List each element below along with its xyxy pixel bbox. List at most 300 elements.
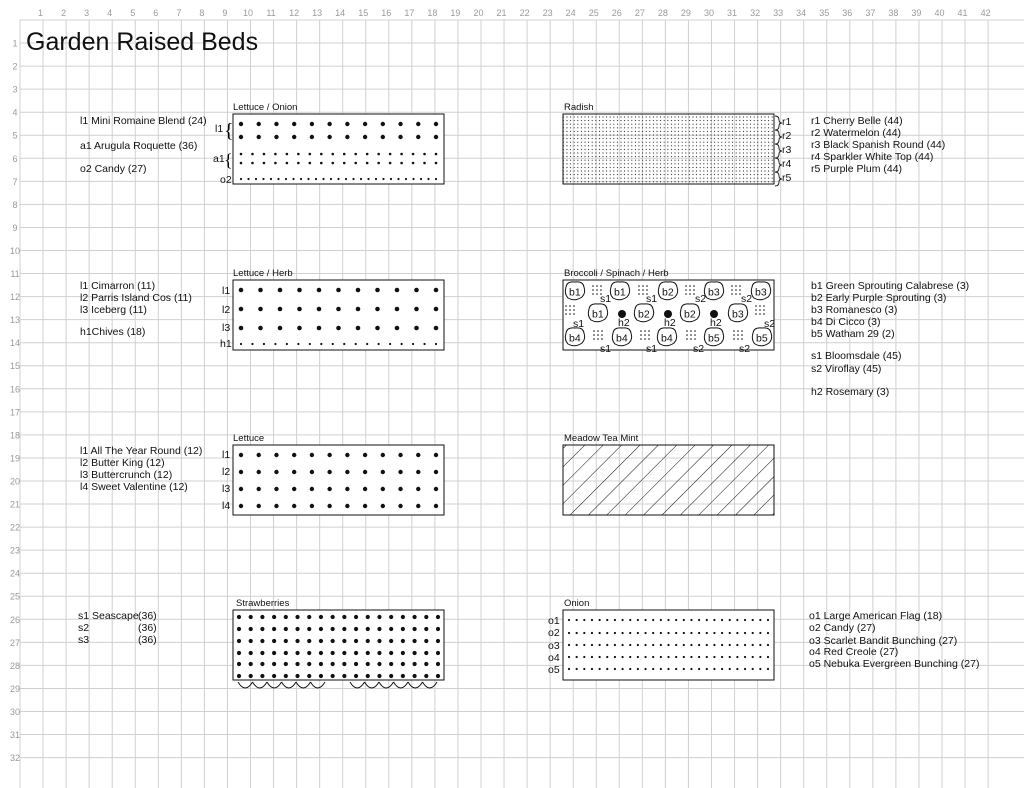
legend-item: o3 Scarlet Bandit Bunching (27) — [809, 635, 958, 647]
legend-item: r4 Sparkler White Top (44) — [811, 151, 934, 163]
plant-label: h2 — [618, 317, 630, 329]
bed-title: Lettuce — [233, 433, 265, 444]
plant-dot — [354, 162, 357, 165]
plant-dot — [576, 668, 578, 670]
legend-item: b1 Green Sprouting Calabrese (3) — [811, 280, 970, 292]
column-number: 30 — [703, 8, 714, 18]
plant-dot — [260, 615, 264, 619]
plant-dot — [401, 674, 405, 678]
plant-dot — [675, 644, 677, 646]
plant-dot — [435, 178, 437, 180]
row-label-r1: r1 — [782, 116, 792, 128]
plant-label: b5 — [708, 332, 720, 345]
plant-dot — [713, 632, 715, 634]
spinach-dot — [690, 334, 692, 336]
spinach-dot — [693, 289, 695, 291]
column-number: 35 — [819, 8, 830, 18]
plant-dot — [721, 644, 723, 646]
plant-label: b2 — [662, 286, 674, 299]
plant-dot — [412, 674, 416, 678]
plant-dot — [583, 644, 585, 646]
plant-dot — [381, 122, 385, 126]
plant-dot — [375, 178, 377, 180]
row-number: 23 — [9, 545, 21, 556]
plant-dot — [239, 326, 244, 331]
plant-dot — [363, 453, 367, 457]
legend-count: (36) — [138, 622, 157, 634]
plant-dot — [257, 122, 261, 126]
spinach-dot — [640, 330, 642, 332]
plant-dot — [286, 153, 289, 156]
spinach-dot — [689, 289, 691, 291]
plant-dot — [736, 632, 738, 634]
plant-dot — [331, 662, 335, 666]
plant-dot — [423, 162, 426, 165]
plant-dot — [317, 288, 322, 293]
plant-dot — [614, 668, 616, 670]
plant-dot — [295, 674, 299, 678]
broccoli-plant-icon — [680, 304, 699, 322]
column-number: 2 — [61, 8, 67, 18]
plant-dot — [713, 644, 715, 646]
plant-dot — [424, 615, 428, 619]
spinach-dot — [640, 338, 642, 340]
plant-dot — [576, 632, 578, 634]
plant-dot — [366, 343, 368, 345]
plant-dot — [690, 656, 692, 658]
plant-dot — [366, 162, 369, 165]
plant-dot — [239, 504, 243, 508]
plant-dot — [270, 178, 272, 180]
plant-dot — [583, 619, 585, 621]
plant-dot — [412, 639, 416, 643]
plant-dot — [759, 644, 761, 646]
plant-dot — [591, 632, 593, 634]
spinach-dot — [573, 313, 575, 315]
plant-dot — [568, 656, 570, 658]
plant-dot — [729, 632, 731, 634]
plant-dot — [698, 619, 700, 621]
spinach-dot — [597, 338, 599, 340]
plant-dot — [363, 504, 367, 508]
column-number: 10 — [242, 8, 253, 18]
row-label-r4: r4 — [782, 158, 792, 170]
plant-dot — [683, 668, 685, 670]
plant-dot — [759, 668, 761, 670]
spinach-dot — [592, 293, 594, 295]
plant-dot — [568, 632, 570, 634]
plant-dot — [667, 619, 669, 621]
plant-dot — [729, 644, 731, 646]
plant-dot — [366, 674, 370, 678]
row-number: 11 — [10, 269, 20, 280]
plant-dot — [381, 135, 385, 139]
plant-dot — [423, 153, 426, 156]
broccoli-plant-icon — [565, 282, 584, 300]
plant-dot — [331, 674, 335, 678]
plant-dot — [389, 627, 393, 631]
plant-dot — [398, 504, 402, 508]
row-number: 21 — [9, 499, 21, 510]
plant-dot — [363, 122, 367, 126]
plant-dot — [319, 662, 323, 666]
column-number: 7 — [176, 8, 182, 18]
plant-dot — [258, 288, 263, 293]
row-number: 27 — [9, 637, 21, 648]
plant-dot — [239, 307, 244, 312]
spinach-dot — [763, 305, 765, 307]
plant-label: b4 — [569, 332, 581, 345]
plant-dot — [257, 135, 261, 139]
plant-label: h2 — [710, 317, 722, 329]
plant-dot — [389, 651, 393, 655]
plant-dot — [424, 651, 428, 655]
plant-dot — [260, 639, 264, 643]
plant-dot — [423, 343, 425, 345]
row-number: 15 — [9, 361, 21, 372]
plant-dot — [343, 162, 346, 165]
plant-dot — [698, 656, 700, 658]
plant-dot — [652, 619, 654, 621]
spinach-dot — [693, 285, 695, 287]
plant-dot — [345, 470, 349, 474]
row-number: 30 — [9, 706, 21, 717]
broccoli-plant-icon — [751, 282, 770, 300]
plant-dot — [336, 326, 341, 331]
plant-dot — [363, 135, 367, 139]
plant-dot — [614, 632, 616, 634]
plant-dot — [767, 644, 769, 646]
plant-dot — [576, 619, 578, 621]
plant-dot — [675, 656, 677, 658]
runner-arc — [365, 682, 380, 688]
row-number: 3 — [12, 84, 18, 95]
plant-dot — [284, 627, 288, 631]
plant-label: s1 — [600, 343, 612, 355]
plant-dot — [713, 668, 715, 670]
plant-dot — [342, 639, 346, 643]
plant-dot — [389, 662, 393, 666]
plant-dot — [629, 619, 631, 621]
spinach-dot — [644, 330, 646, 332]
plant-dot — [381, 470, 385, 474]
spinach-dot — [686, 330, 688, 332]
plant-dot — [319, 639, 323, 643]
plant-dot — [416, 504, 420, 508]
spinach-dot — [755, 313, 757, 315]
legend-item: o2 Candy (27) — [80, 163, 147, 175]
plant-dot — [251, 162, 254, 165]
bed-title: Broccoli / Spinach / Herb — [564, 268, 669, 279]
plant-dot — [629, 632, 631, 634]
plant-dot — [327, 487, 331, 491]
plant-dot — [435, 162, 438, 165]
spinach-dot — [648, 330, 650, 332]
plant-dot — [416, 487, 420, 491]
plant-dot — [435, 343, 437, 345]
spinach-dot — [685, 293, 687, 295]
plant-dot — [427, 178, 429, 180]
plant-dot — [309, 343, 311, 345]
spinach-dot — [686, 334, 688, 336]
column-number: 39 — [911, 8, 922, 18]
plant-dot — [332, 343, 334, 345]
column-number: 14 — [335, 8, 346, 18]
legend-item: o4 Red Creole (27) — [809, 646, 899, 658]
plant-dot — [621, 656, 623, 658]
plant-dot — [606, 619, 608, 621]
plant-dot — [320, 343, 322, 345]
plant-dot — [378, 343, 380, 345]
plant-dot — [389, 153, 392, 156]
plant-dot — [637, 668, 639, 670]
bed-onion — [548, 598, 979, 680]
plant-dot — [377, 162, 380, 165]
column-number: 18 — [427, 8, 438, 18]
plant-dot — [284, 651, 288, 655]
plant-dot — [274, 453, 278, 457]
plant-dot — [583, 656, 585, 658]
plant-dot — [342, 662, 346, 666]
plant-dot — [698, 644, 700, 646]
row-number: 10 — [9, 245, 21, 256]
plant-label: b5 — [756, 332, 768, 345]
spinach-dot — [755, 309, 757, 311]
plant-dot — [434, 307, 439, 312]
column-number: 29 — [680, 8, 691, 18]
bed-title: Onion — [564, 598, 590, 609]
plant-dot — [767, 656, 769, 658]
plant-dot — [345, 504, 349, 508]
legend-item: b4 Di Cicco (3) — [811, 316, 881, 328]
plant-dot — [327, 504, 331, 508]
legend-item: a1 Arugula Roquette (36) — [80, 140, 198, 152]
plant-dot — [721, 668, 723, 670]
plant-dot — [297, 288, 302, 293]
runner-arc — [350, 682, 365, 688]
row-number: 12 — [9, 292, 21, 303]
column-number: 6 — [153, 8, 159, 18]
plant-dot — [644, 644, 646, 646]
plant-dot — [331, 153, 334, 156]
plant-dot — [292, 504, 296, 508]
plant-dot — [272, 662, 276, 666]
column-number: 36 — [842, 8, 853, 18]
plant-dot — [576, 656, 578, 658]
column-number: 28 — [657, 8, 668, 18]
plant-dot — [652, 632, 654, 634]
broccoli-plant-icon — [588, 304, 607, 322]
plant-dot — [377, 639, 381, 643]
plant-dot — [767, 632, 769, 634]
plant-dot — [356, 326, 361, 331]
plant-dot — [285, 178, 287, 180]
column-number: 37 — [865, 8, 876, 18]
plant-dot — [637, 619, 639, 621]
plant-dot — [736, 644, 738, 646]
plant-dot — [310, 122, 314, 126]
plant-dot — [237, 627, 241, 631]
plant-dot — [274, 153, 277, 156]
spinach-dot — [565, 313, 567, 315]
plant-dot — [342, 651, 346, 655]
broccoli-plant-icon — [728, 304, 747, 322]
plant-dot — [354, 662, 358, 666]
plant-label: b1 — [614, 286, 626, 299]
spinach-dot — [759, 313, 761, 315]
plant-dot — [683, 644, 685, 646]
row-number: 5 — [12, 130, 18, 141]
spinach-dot — [596, 293, 598, 295]
row-number: 19 — [9, 453, 21, 464]
plant-dot — [381, 487, 385, 491]
legend-item: h2 Rosemary (3) — [811, 386, 890, 398]
plant-dot — [292, 487, 296, 491]
column-number: 33 — [773, 8, 784, 18]
bed-lettuce-herb — [80, 268, 444, 350]
plant-dot — [412, 343, 414, 345]
plant-dot — [660, 619, 662, 621]
spinach-dot — [640, 334, 642, 336]
spinach-dot — [569, 305, 571, 307]
spinach-dot — [596, 285, 598, 287]
row-number: 1 — [12, 38, 18, 49]
spinach-dot — [569, 313, 571, 315]
plant-dot — [416, 122, 420, 126]
plant-dot — [327, 122, 331, 126]
legend-item: b2 Early Purple Sprouting (3) — [811, 292, 947, 304]
plant-dot — [255, 178, 257, 180]
plant-dot — [260, 627, 264, 631]
spinach-dot — [573, 305, 575, 307]
plant-dot — [621, 644, 623, 646]
plant-dot — [354, 615, 358, 619]
row-number: 9 — [12, 222, 18, 233]
plant-dot — [297, 162, 300, 165]
plant-dot — [295, 639, 299, 643]
plant-dot — [367, 178, 369, 180]
legend-item: s1 Bloomsdale (45) — [811, 350, 902, 362]
plant-dot — [583, 668, 585, 670]
bed-radish — [563, 102, 945, 186]
plant-dot — [297, 153, 300, 156]
row-label-r3: r3 — [782, 144, 792, 156]
plant-dot — [583, 632, 585, 634]
plant-label: s2 — [764, 318, 776, 330]
column-number: 1 — [38, 8, 44, 18]
plant-dot — [239, 470, 243, 474]
bed-outline — [563, 114, 774, 184]
plant-dot — [263, 153, 266, 156]
plant-dot — [375, 326, 380, 331]
plant-dot — [342, 615, 346, 619]
plant-dot — [300, 178, 302, 180]
plant-dot — [258, 326, 263, 331]
broccoli-plant-icon — [634, 304, 653, 322]
spinach-dot — [731, 289, 733, 291]
plant-dot — [345, 178, 347, 180]
runner-arc — [311, 682, 326, 688]
plant-dot — [706, 644, 708, 646]
row-label-l2: l2 — [222, 466, 231, 478]
plant-dot — [667, 644, 669, 646]
column-number: 3 — [84, 8, 90, 18]
plant-label: b3 — [708, 286, 720, 299]
plant-label: s2 — [695, 293, 707, 305]
plant-dot — [698, 632, 700, 634]
plant-dot — [621, 632, 623, 634]
column-number: 26 — [611, 8, 622, 18]
plant-dot — [284, 639, 288, 643]
spinach-dot — [646, 289, 648, 291]
plant-dot — [401, 651, 405, 655]
plant-dot — [249, 615, 253, 619]
legend-item: l1 Cimarron (11) — [80, 280, 156, 292]
plant-dot — [342, 627, 346, 631]
plant-dot — [591, 668, 593, 670]
plant-dot — [257, 504, 261, 508]
legend-item: l2 Butter King (12) — [80, 457, 165, 469]
plant-dot — [752, 619, 754, 621]
bed-title: Radish — [564, 102, 594, 113]
plant-dot — [237, 639, 241, 643]
plant-dot — [637, 632, 639, 634]
plant-dot — [377, 153, 380, 156]
runner-arc — [296, 682, 311, 688]
plant-dot — [599, 668, 601, 670]
plant-dot — [343, 343, 345, 345]
spinach-dot — [642, 285, 644, 287]
plant-dot — [660, 644, 662, 646]
plant-dot — [356, 288, 361, 293]
spinach-dot — [597, 330, 599, 332]
spinach-dot — [565, 309, 567, 311]
plant-dot — [237, 615, 241, 619]
plant-dot — [644, 619, 646, 621]
plant-dot — [416, 135, 420, 139]
legend-item: l3 Buttercrunch (12) — [80, 469, 173, 481]
legend-item: l1 Mini Romaine Blend (24) — [80, 115, 207, 127]
plant-dot — [352, 178, 354, 180]
column-number: 40 — [934, 8, 945, 18]
plant-dot — [319, 674, 323, 678]
spinach-dot — [741, 330, 743, 332]
spinach-dot — [689, 293, 691, 295]
plant-dot — [320, 153, 323, 156]
spinach-dot — [685, 289, 687, 291]
spinach-dot — [733, 334, 735, 336]
row-label-h1: h1 — [220, 338, 232, 350]
plant-dot — [591, 619, 593, 621]
plant-dot — [614, 644, 616, 646]
plant-dot — [327, 470, 331, 474]
plant-dot — [319, 651, 323, 655]
legend-item: o5 Nebuka Evergreen Bunching (27) — [809, 658, 980, 670]
plant-dot — [591, 644, 593, 646]
legend-item: r3 Black Spanish Round (44) — [811, 139, 946, 151]
spinach-dot — [638, 285, 640, 287]
row-label-o5: o5 — [548, 664, 560, 676]
row-label-l4: l4 — [222, 500, 231, 512]
row-label-l1: l1 — [215, 123, 224, 135]
plant-dot — [721, 619, 723, 621]
spinach-dot — [759, 305, 761, 307]
bed-strawberries — [78, 598, 444, 688]
plant-dot — [345, 453, 349, 457]
plant-dot — [355, 343, 357, 345]
plant-dot — [395, 288, 400, 293]
column-number: 11 — [266, 8, 276, 18]
